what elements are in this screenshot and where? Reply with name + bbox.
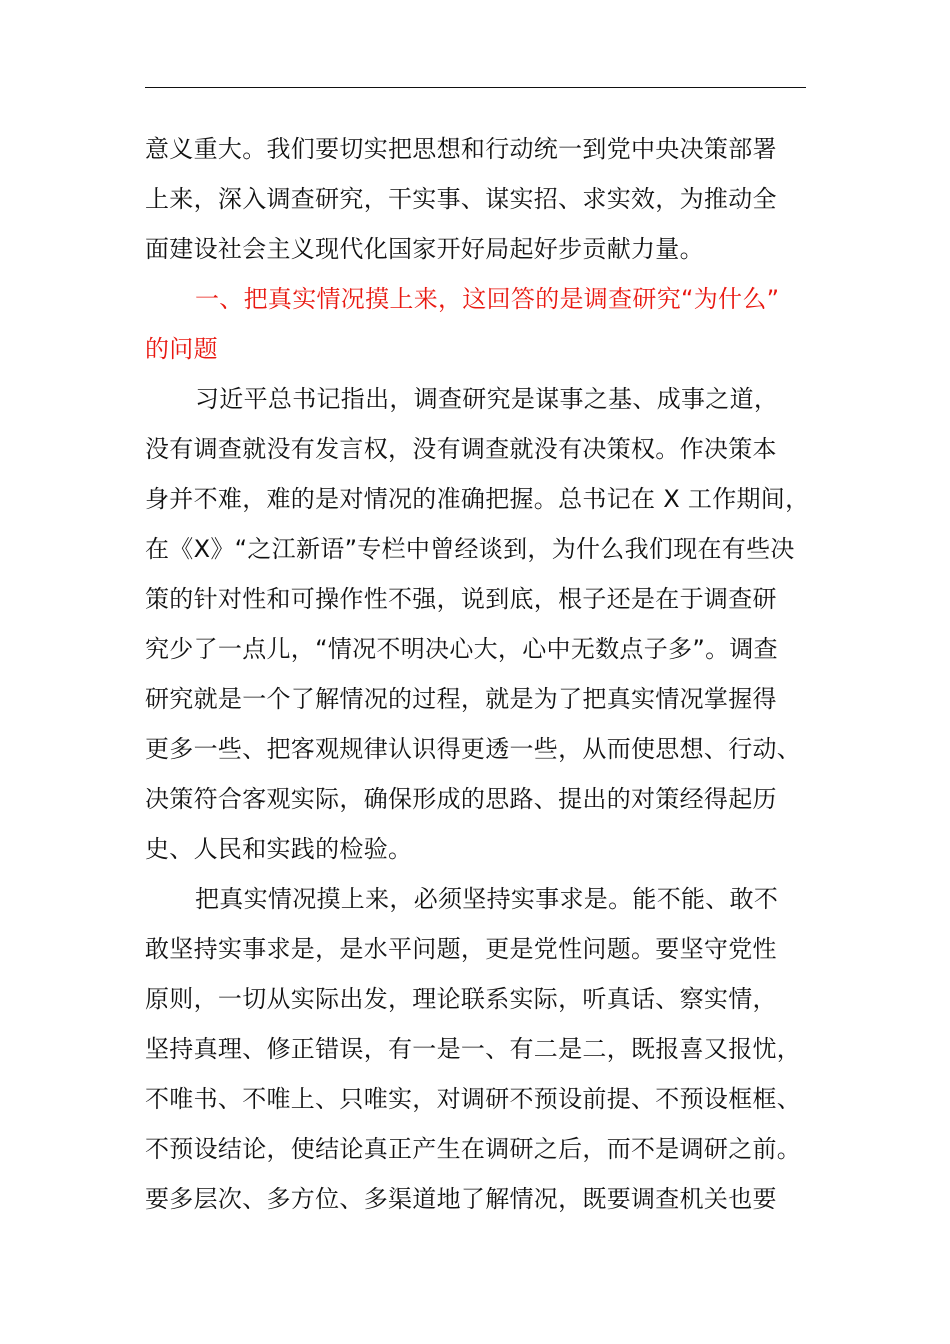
text-line: 史、人民和实践的检验。 <box>145 835 413 863</box>
paragraph-intro-continuation <box>145 124 810 274</box>
text-line: 不唯书、不唯上、只唯实，对调研不预设前提、不预设框框、 <box>145 1085 802 1113</box>
text-line: 究少了一点儿，“情况不明决心大，心中无数点子多”。调查 <box>145 635 778 663</box>
header-rule <box>145 87 806 88</box>
text-line: 策的针对性和可操作性不强，说到底，根子还是在于调查研 <box>145 585 777 613</box>
text-line: 决策符合客观实际，确保形成的思路、提出的对策经得起历 <box>145 785 777 813</box>
heading-line: 一、把真实情况摸上来，这回答的是调查研究“为什么” <box>195 285 780 313</box>
text-line: 原则，一切从实际出发，理论联系实际，听真话、察实情， <box>145 985 777 1013</box>
text-line: 不预设结论，使结论真正产生在调研之后，而不是调研之前。 <box>145 1135 802 1163</box>
text-line: 意义重大。我们要切实把思想和行动统一到党中央决策部署 <box>145 135 777 163</box>
text-line: 要多层次、多方位、多渠道地了解情况，既要调查机关也要 <box>145 1185 777 1213</box>
text-line: 研究就是一个了解情况的过程，就是为了把真实情况掌握得 <box>145 685 777 713</box>
heading-line: 的问题 <box>145 335 218 363</box>
section-heading-1 <box>145 274 810 374</box>
text-line: 面建设社会主义现代化国家开好局起好步贡献力量。 <box>145 235 704 263</box>
text-line: 坚持真理、修正错误，有一是一、有二是二，既报喜又报忧， <box>145 1035 802 1063</box>
text-line: 身并不难，难的是对情况的准确把握。总书记在 X 工作期间， <box>145 485 810 513</box>
paragraph-seek-truth <box>145 874 810 1224</box>
text-line: 习近平总书记指出，调查研究是谋事之基、成事之道， <box>195 385 779 413</box>
document-body <box>145 124 810 1224</box>
text-line: 没有调查就没有发言权，没有调查就没有决策权。作决策本 <box>145 435 777 463</box>
text-line: 把真实情况摸上来，必须坚持实事求是。能不能、敢不 <box>195 885 779 913</box>
text-line: 上来，深入调查研究，干实事、谋实招、求实效，为推动全 <box>145 185 777 213</box>
text-line: 敢坚持实事求是，是水平问题，更是党性问题。要坚守党性 <box>145 935 777 963</box>
text-line: 在《X》“之江新语”专栏中曾经谈到，为什么我们现在有些决 <box>145 535 795 563</box>
text-line: 更多一些、把客观规律认识得更透一些，从而使思想、行动、 <box>145 735 802 763</box>
paragraph-investigation-importance <box>145 374 810 874</box>
